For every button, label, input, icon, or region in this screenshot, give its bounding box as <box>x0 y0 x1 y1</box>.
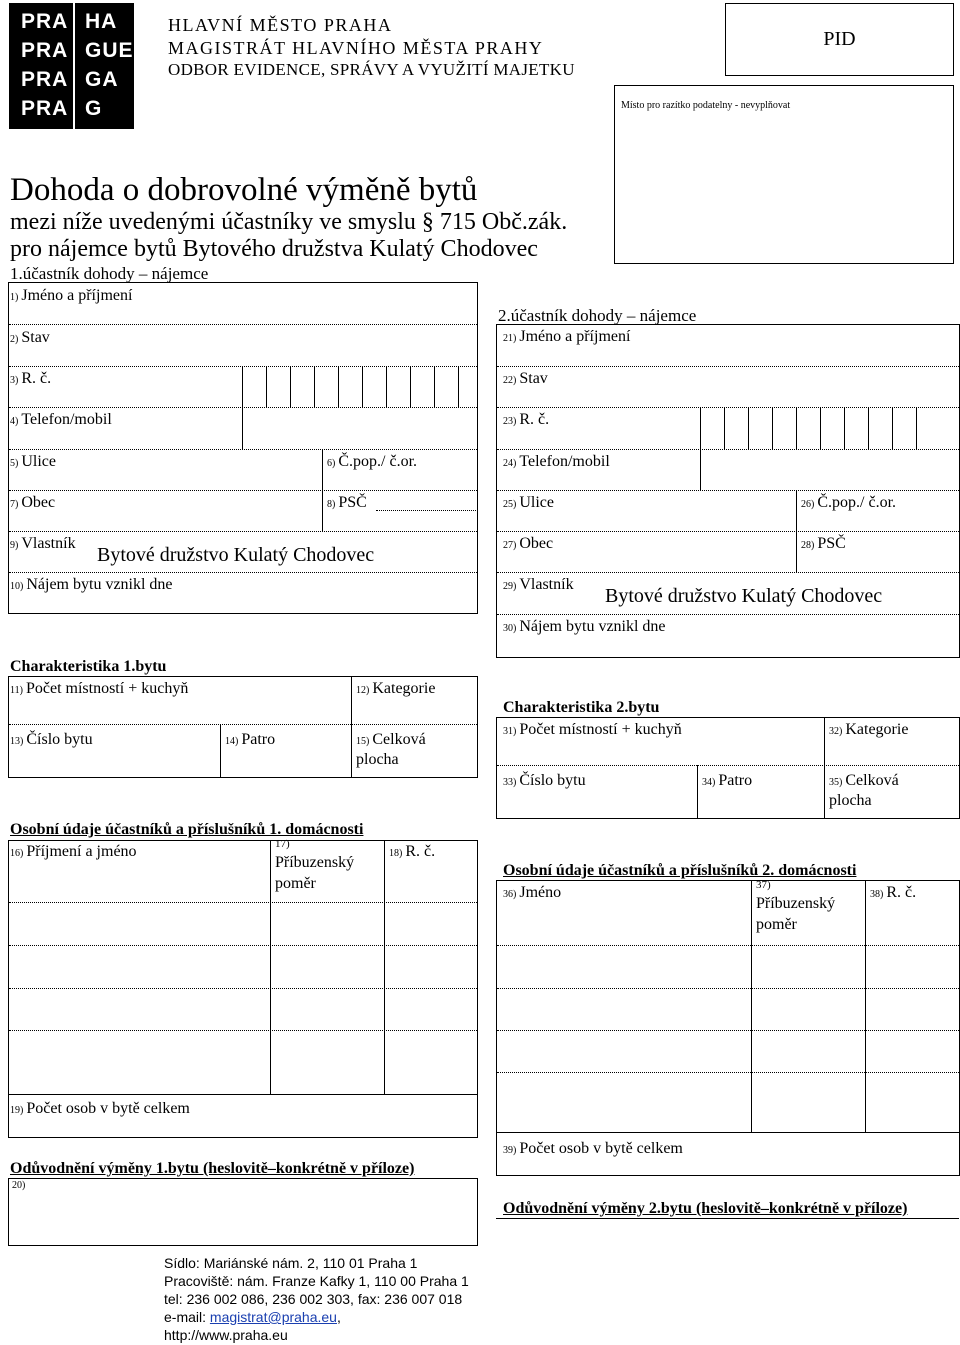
party1-heading: 1.účastník dohody – nájemce <box>10 264 209 283</box>
flat1-heading: Charakteristika 1.bytu <box>10 658 167 675</box>
form-rule <box>458 366 459 407</box>
logo-text: PRA <box>21 39 69 62</box>
logo-text: PRA <box>21 68 69 91</box>
form-rule <box>410 366 411 407</box>
form-rule <box>497 1132 959 1133</box>
form-rule <box>496 1218 959 1219</box>
form-rule <box>384 840 385 1094</box>
header-department: ODBOR EVIDENCE, SPRÁVY A VYUŽITÍ MAJETKU <box>168 60 575 79</box>
relation-num-2: 37) <box>756 879 771 891</box>
party2-heading: 2.účastník dohody – nájemce <box>498 306 697 325</box>
form-rule <box>796 490 797 572</box>
footer-address: Sídlo: Mariánské nám. 2, 110 01 Praha 1 <box>164 1255 418 1271</box>
phone-label: 4) Telefon/mobil <box>10 411 112 428</box>
birth-number-label-2: 23) R. č. <box>503 411 550 428</box>
flat2-heading: Charakteristika 2.bytu <box>503 699 660 716</box>
relation-label-2: poměr <box>275 875 316 892</box>
form-rule <box>386 366 387 407</box>
rooms-label-2: 31) Počet místností + kuchyň <box>503 721 682 738</box>
form-rule <box>434 366 435 407</box>
form-rule <box>270 840 271 1094</box>
pid-label: PID <box>823 28 856 50</box>
logo-divider <box>73 3 75 129</box>
form-rule <box>700 407 701 490</box>
area-label-2: plocha <box>356 751 399 768</box>
form-rule <box>9 945 477 946</box>
email-link[interactable]: magistrat@praha.eu <box>209 1309 337 1325</box>
form-rule <box>351 676 352 777</box>
footer-workplace: Pracoviště: nám. Franze Kafky 1, 110 00 Praha 1 <box>164 1273 469 1289</box>
relation-label-4: poměr <box>756 916 797 933</box>
form-rule <box>266 366 267 407</box>
form-rule <box>748 407 749 449</box>
document-subtitle: mezi níže uvedenými účastníky ve smyslu § 715 Obč.zák. <box>10 209 568 235</box>
birth-number-col-label-2: 38) R. č. <box>870 884 917 901</box>
form-rule <box>497 945 959 946</box>
form-rule <box>751 880 752 1132</box>
name-label: 1) Jméno a příjmení <box>10 287 133 304</box>
form-rule <box>824 717 825 818</box>
floor-label-2: 34) Patro <box>702 772 753 789</box>
footer-email-line: e-mail: magistrat@praha.eu, <box>164 1309 341 1325</box>
surname-label: 16) Příjmení a jméno <box>10 843 137 860</box>
form-rule <box>362 366 363 407</box>
form-rule <box>9 724 477 725</box>
form-rule <box>497 366 959 367</box>
status-label-2: 22) Stav <box>503 370 548 387</box>
form-rule <box>9 531 477 532</box>
prague-logo <box>9 3 134 129</box>
persons-total-label: 19) Počet osob v bytě celkem <box>10 1100 190 1117</box>
logo-text: GUE <box>85 39 134 62</box>
logo-text: GA <box>85 68 119 91</box>
reason-box <box>8 1178 478 1246</box>
form-rule <box>497 449 959 450</box>
flat-number-label: 13) Číslo bytu <box>10 731 93 748</box>
form-rule <box>844 407 845 449</box>
form-rule <box>9 407 477 408</box>
form-rule <box>497 1072 959 1073</box>
header-city: HLAVNÍ MĚSTO PRAHA <box>168 15 393 35</box>
form-rule <box>9 1094 477 1095</box>
form-rule <box>338 366 339 407</box>
document-title: Dohoda o dobrovolné výměně bytů <box>10 172 478 208</box>
floor-label: 14) Patro <box>225 731 276 748</box>
logo-text: PRA <box>21 10 69 33</box>
header-magistrate: MAGISTRÁT HLAVNÍHO MĚSTA PRAHY <box>168 38 544 58</box>
form-rule <box>868 407 869 449</box>
lease-date-label-2: 30) Nájem bytu vznikl dne <box>503 618 666 635</box>
persons2-heading: Osobní údaje účastníků a příslušníků 2. domácnosti <box>503 862 857 879</box>
birth-number-col-label: 18) R. č. <box>389 843 436 860</box>
owner-label: 9) Vlastník <box>10 535 76 552</box>
form-rule <box>865 880 866 1132</box>
form-rule <box>697 765 698 818</box>
category-label-2: 32) Kategorie <box>829 721 909 738</box>
form-rule <box>497 531 959 532</box>
relation-label: Příbuzenský <box>275 854 355 871</box>
form-rule <box>497 1030 959 1031</box>
form-rule <box>724 407 725 449</box>
logo-text: G <box>85 97 103 120</box>
form-rule <box>9 988 477 989</box>
name-col-label: 36) Jméno <box>503 884 562 901</box>
street-label: 5) Ulice <box>10 453 56 470</box>
city-label: 7) Obec <box>10 494 56 511</box>
form-rule <box>9 490 477 491</box>
form-rule <box>497 407 959 408</box>
area-label: 15) Celková <box>356 731 426 748</box>
form-rule <box>497 614 959 615</box>
form-rule <box>9 1030 477 1031</box>
form-rule <box>376 510 476 511</box>
relation-label-3: Příbuzenský <box>756 895 836 912</box>
status-label: 2) Stav <box>10 329 50 346</box>
area-label-3: 35) Celková <box>829 772 899 789</box>
form-rule <box>820 407 821 449</box>
form-rule <box>497 765 959 766</box>
form-rule <box>9 366 477 367</box>
flat-number-label-2: 33) Číslo bytu <box>503 772 586 789</box>
reason-heading: Odůvodnění výměny 1.bytu (heslovitě–konkrétně v příloze) <box>10 1160 415 1177</box>
form-rule <box>322 449 323 531</box>
footer-website[interactable]: http://www.praha.eu <box>164 1327 288 1343</box>
document-subtitle-2: pro nájemce bytů Bytového družstva Kulatý Chodovec <box>10 236 538 262</box>
lease-date-label: 10) Nájem bytu vznikl dne <box>10 576 173 593</box>
form-rule <box>497 490 959 491</box>
form-rule <box>314 366 315 407</box>
reason-num: 20) <box>12 1180 26 1191</box>
category-label: 12) Kategorie <box>356 680 436 697</box>
form-rule <box>497 988 959 989</box>
zip-label: 8) PSČ <box>327 494 367 511</box>
persons1-heading: Osobní údaje účastníků a příslušníků 1. domácnosti <box>10 821 364 838</box>
owner-value-2: Bytové družstvo Kulatý Chodovec <box>605 585 883 607</box>
zip-label-2: 28) PSČ <box>801 535 846 552</box>
area-label-4: plocha <box>829 792 872 809</box>
form-rule <box>9 572 477 573</box>
form-rule <box>892 407 893 449</box>
footer <box>164 1254 469 1344</box>
form-rule <box>796 407 797 449</box>
form-rule <box>916 407 917 449</box>
rooms-label: 11) Počet místností + kuchyň <box>10 680 189 697</box>
house-number-label: 6) Č.pop./ č.or. <box>327 453 418 470</box>
street-label-2: 25) Ulice <box>503 494 554 511</box>
birth-number-label: 3) R. č. <box>10 370 52 387</box>
form-rule <box>242 366 243 449</box>
logo-text: HA <box>85 10 118 33</box>
name-label-2: 21) Jméno a příjmení <box>503 328 631 345</box>
footer-phone: tel: 236 002 086, 236 002 303, fax: 236 007 018 <box>164 1291 463 1307</box>
owner-label-2: 29) Vlastník <box>503 576 574 593</box>
form-rule <box>772 407 773 449</box>
city-label-2: 27) Obec <box>503 535 554 552</box>
owner-value: Bytové družstvo Kulatý Chodovec <box>97 544 375 566</box>
form-rule <box>9 324 477 325</box>
phone-label-2: 24) Telefon/mobil <box>503 453 610 470</box>
stamp-box <box>614 85 954 264</box>
form-rule <box>9 449 477 450</box>
pid-box <box>725 3 954 76</box>
form-rule <box>497 572 959 573</box>
form-rule <box>9 902 477 903</box>
persons-total-label-2: 39) Počet osob v bytě celkem <box>503 1140 683 1157</box>
house-number-label-2: 26) Č.pop./ č.or. <box>801 494 897 511</box>
form-rule <box>220 724 221 777</box>
logo-text: PRA <box>21 97 69 120</box>
form-rule <box>290 366 291 407</box>
reason-heading-2: Odůvodnění výměny 2.bytu (heslovitě–konkrétně v příloze) <box>503 1200 908 1217</box>
relation-num: 17) <box>275 838 290 850</box>
stamp-label: Místo pro razítko podatelny - nevyplňovat <box>621 100 791 111</box>
